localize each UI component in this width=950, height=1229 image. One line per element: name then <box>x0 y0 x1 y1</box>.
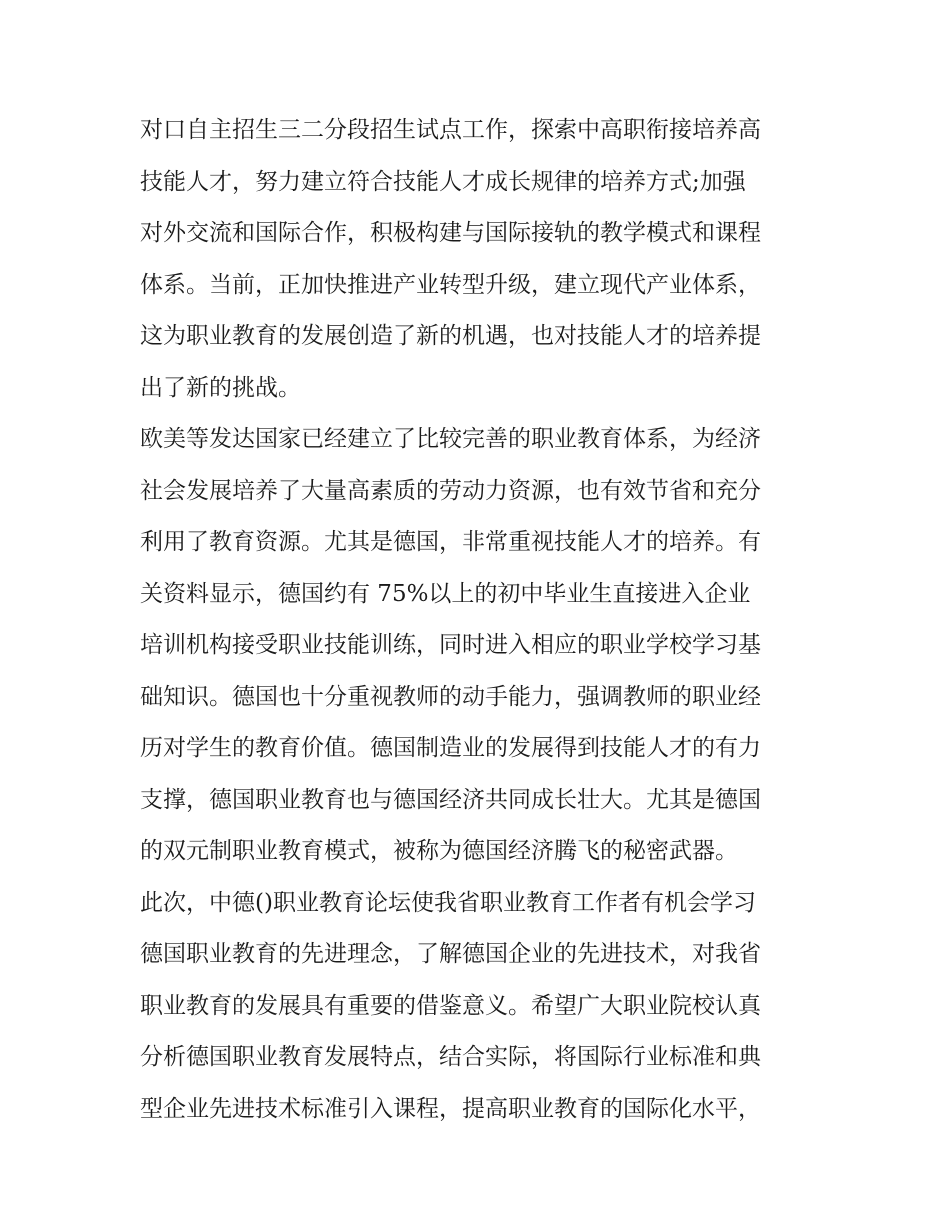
text-line: 这为职业教育的发展创造了新的机遇，也对技能人才的培养提 <box>140 323 761 349</box>
body-text <box>140 105 820 1135</box>
text-line: 培训机构接受职业技能训练，同时进入相应的职业学校学习基 <box>140 632 761 658</box>
text-line: 社会发展培养了大量高素质的劳动力资源，也有效节省和充分 <box>140 477 761 504</box>
text-line: 关资料显示，德国约有 75%以上的初中毕业生直接进入企业 <box>140 580 751 607</box>
text-line: 利用了教育资源。尤其是德国，非常重视技能人才的培养。有 <box>140 529 761 555</box>
text-line: 历对学生的教育价值。德国制造业的发展得到技能人才的有力 <box>140 735 761 761</box>
text-line: 对口自主招生三二分段招生试点工作，探索中高职衔接培养高 <box>140 117 761 143</box>
text-line: 础知识。德国也十分重视教师的动手能力，强调教师的职业经 <box>140 683 761 710</box>
text-line: 技能人才，努力建立符合技能人才成长规律的培养方式;加强 <box>140 168 746 195</box>
text-line: 出了新的挑战。 <box>140 374 301 401</box>
text-line: 欧美等发达国家已经建立了比较完善的职业教育体系，为经济 <box>140 426 761 452</box>
text-line: 职业教育的发展具有重要的借鉴意义。希望广大职业院校认真 <box>140 992 761 1019</box>
text-line: 体系。当前，正加快推进产业转型升级，建立现代产业体系， <box>140 271 761 298</box>
text-line: 的双元制职业教育模式，被称为德国经济腾飞的秘密武器。 <box>140 838 738 864</box>
text-line: 对外交流和国际合作，积极构建与国际接轨的教学模式和课程 <box>140 220 761 246</box>
text-line: 此次，中德()职业教育论坛使我省职业教育工作者有机会学习 <box>140 889 756 916</box>
text-line: 支撑，德国职业教育也与德国经济共同成长壮大。尤其是德国 <box>140 786 761 813</box>
text-line: 分析德国职业教育发展特点，结合实际，将国际行业标准和典 <box>140 1044 761 1070</box>
text-line: 型企业先进技术标准引入课程，提高职业教育的国际化水平， <box>140 1095 761 1122</box>
text-line: 德国职业教育的先进理念，了解德国企业的先进技术，对我省 <box>140 941 761 967</box>
